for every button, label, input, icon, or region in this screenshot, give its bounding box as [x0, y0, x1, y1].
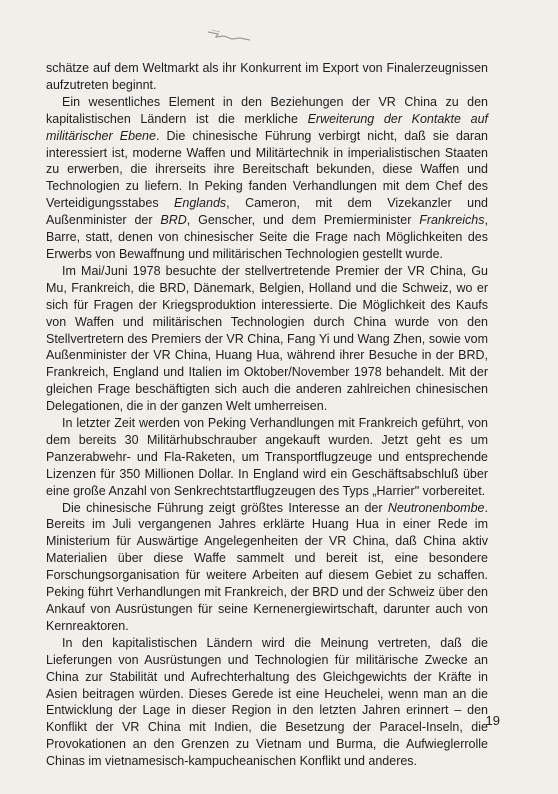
text-run: Die chinesische Führung zeigt größtes Interesse an der [62, 500, 388, 515]
text-run: . Bereits im Juli vergangenen Jahres erklärte Huang Hua in einer Rede im Ministerium für Auswärtige Angelegenheiten der VR China, daß China aktiv Materialien über diese Waffe sammelt und bereit ist, eine besondere Forschungsorganisation für weitere Arbeiten auf diesem Gebiet zu schaffen. Peking führt Verhandlungen mit Frankreich, der BRD und der Schweiz über den Ankauf von Ausrüstungen für seine Kernenergiewirtschaft, darunter auch von Kernreaktoren. [46, 500, 488, 633]
emphasized-text: BRD [160, 213, 187, 228]
emphasized-text: Englands [174, 196, 227, 211]
text-run: In letzter Zeit werden von Peking Verhandlungen mit Frankreich geführt, von dem bereits 30 Militärhubschrauber angekauft wurden. Jetzt geht es um Panzerabwehr- und Fla-Raketen, um Transportflugzeuge und entsprechende Lizenzen für 350 Millionen Dollar. In England wird ein Geschäftsabschluß über eine große Anzahl von Senkrechtstartflugzeugen des Typs „Harrier" vorbereitet. [46, 416, 488, 498]
emphasized-text: Erweiterung der Kontakte auf militärischer Ebene [46, 111, 488, 143]
paragraph [46, 635, 488, 770]
text-run: , Genscher, und dem Premierminister [186, 213, 420, 228]
text-run: Im Mai/Juni 1978 besuchte der stellvertretende Premier der VR China, Gu Mu, Frankreich, die BRD, Dänemark, Belgien, Holland und die Schweiz, wo er sich für Fragen der Kriegsproduktion interessierte. Die Möglichkeit des Kaufs von Waffen und militärischen Technologien durch China wurde von den Stellvertretern des Premiers der VR China, Fang Yi und Wang Zhen, sowie vom Außenminister der VR China, Huang Hua, während ihrer Besuche in der BRD, Frankreich, England und Italien im Oktober/November 1978 behandelt. Mit der gleichen Frage beschäftigten sich auch die anderen zahlreichen chinesischen Delegationen, die in der ganzen Welt umherreisen. [46, 263, 488, 414]
paragraph [46, 94, 488, 263]
text-run: , Barre, statt, denen von chinesischer Seite die Frage nach Möglichkeiten des Erwerbs von Bewaffnung und militärischen Technologien gestellt wurde. [46, 213, 488, 261]
page-number: 19 [485, 713, 500, 728]
paragraph [46, 60, 488, 94]
text-run: In den kapitalistischen Ländern wird die Meinung vertreten, daß die Lieferungen von Ausrüstungen und Technologien für militärische Zwecke an China zur Stabilität und Aufrechterhaltung des Gleichgewichts der Kräfte in Asien beitragen würden. Dieses Gerede ist eine Heuchelei, wenn man an die Entwicklung der Lage in dieser Region in den letzten Jahren erinnert – den Konflikt der VR China mit Indien, die Besetzung der Paracel-Inseln, die Provokationen an den Grenzen zu Vietnam und Burma, die Aufwieglerrolle Chinas im vietnamesisch-kampucheanischen Konflikt und anderes. [46, 635, 488, 769]
paragraph [46, 500, 488, 635]
emphasized-text: Neutronenbombe [387, 500, 485, 515]
paragraph [46, 263, 488, 415]
text-run: , Cameron, mit dem Vizekanzler und Außenminister der [46, 196, 488, 228]
text-run: . Die chinesische Führung verbirgt nicht, daß sie daran interessiert ist, moderne Waffen und Militärtechnik in imperialistischen Staaten zu erwerben, die ihrerseits ihre Bereitschaft bekunden, diese Waffen und Technologien zu liefern. In Peking fanden Verhandlungen mit dem Chef des Verteidigungsstabes [46, 128, 488, 211]
emphasized-text: Frankreichs [419, 213, 485, 228]
body-text [46, 60, 488, 770]
text-run: Ein wesentliches Element in den Beziehungen der VR China zu den kapitalistischen Ländern ist die merkliche [46, 94, 488, 126]
paragraph [46, 415, 488, 500]
text-run: schätze auf dem Weltmarkt als ihr Konkurrent im Export von Finalerzeugnissen aufzutreten beginnt. [46, 61, 488, 92]
ink-smudge [206, 28, 254, 42]
